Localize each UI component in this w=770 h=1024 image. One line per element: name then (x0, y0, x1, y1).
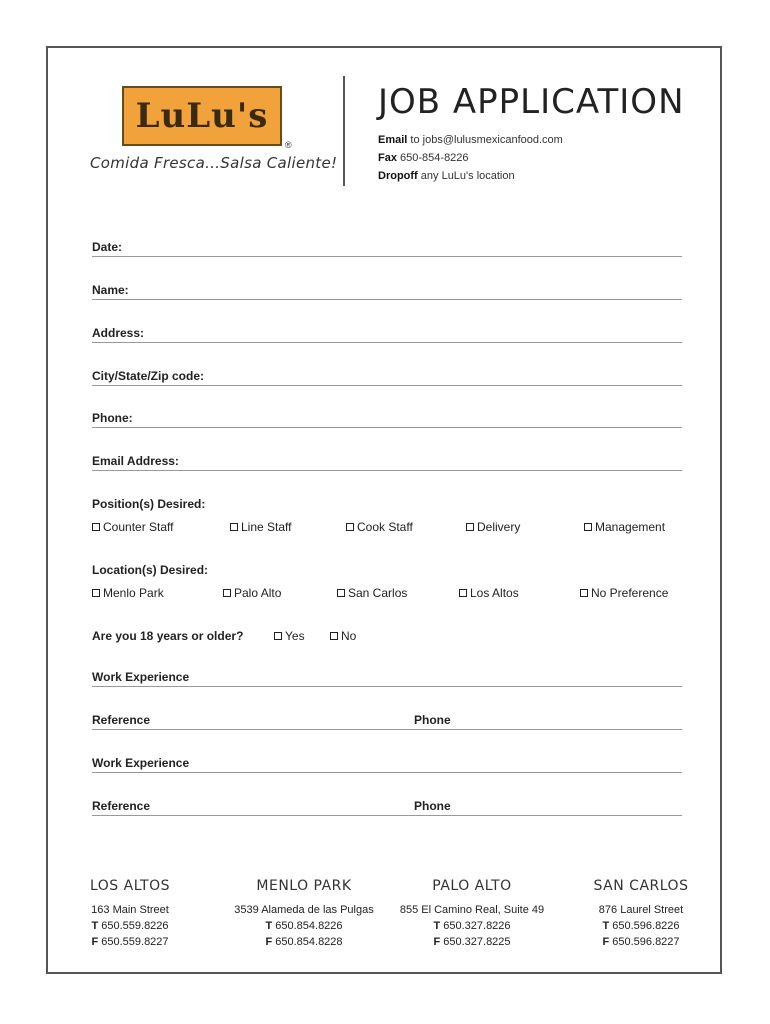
application-sheet (46, 46, 722, 974)
phone-prefix: T (602, 920, 610, 932)
store-name-san-carlos: SAN CARLOS (593, 878, 689, 894)
checkbox-icon (223, 589, 231, 597)
work-experience-field-2[interactable] (92, 756, 682, 773)
reference-phone-label: Phone (414, 713, 451, 727)
fax-number: 650.327.8225 (443, 936, 511, 948)
fax-prefix: F (91, 936, 99, 948)
address-field[interactable] (92, 326, 682, 343)
locations-label: Location(s) Desired: (92, 563, 209, 577)
phone-field[interactable] (92, 411, 682, 428)
option-label: Management (595, 520, 666, 534)
age-question: Are you 18 years or older? (92, 629, 244, 643)
email-label: Email (378, 134, 408, 146)
phone-number: 650.559.8226 (101, 920, 169, 932)
checkbox-icon (346, 523, 354, 531)
registered-mark: ® (285, 140, 292, 150)
fax-prefix: F (433, 936, 441, 948)
contact-email (378, 134, 563, 146)
contact-dropoff (378, 170, 515, 182)
store-fax (392, 936, 552, 948)
option-label: Counter Staff (103, 520, 174, 534)
checkbox-san-carlos[interactable] (337, 586, 407, 600)
contact-fax (378, 152, 469, 164)
store-phone (586, 920, 696, 932)
checkbox-icon (274, 632, 282, 640)
store-name-menlo-park: MENLO PARK (256, 878, 352, 894)
phone-prefix: T (91, 920, 99, 932)
checkbox-yes[interactable] (274, 629, 305, 643)
store-phone (392, 920, 552, 932)
fax-label: Fax (378, 152, 397, 164)
checkbox-icon (580, 589, 588, 597)
name-field[interactable] (92, 283, 682, 300)
store-address: 163 Main Street (91, 904, 169, 916)
fax-prefix: F (265, 936, 273, 948)
checkbox-icon (92, 589, 100, 597)
work-experience-field-1[interactable] (92, 670, 682, 687)
checkbox-palo-alto[interactable] (223, 586, 281, 600)
date-label: Date: (92, 240, 123, 254)
fax-number: 650.596.8227 (612, 936, 680, 948)
email-text: to jobs@lulusmexicanfood.com (410, 134, 563, 146)
checkbox-icon (330, 632, 338, 640)
store-address: 3539 Alameda de las Pulgas (234, 904, 374, 916)
positions-label: Position(s) Desired: (92, 497, 206, 511)
city-state-zip-label: City/State/Zip code: (92, 369, 205, 383)
store-phone (224, 920, 384, 932)
checkbox-icon (92, 523, 100, 531)
store-phone (80, 920, 180, 932)
logo-text: LuLu's (135, 96, 269, 136)
checkbox-counter-staff[interactable] (92, 520, 174, 534)
fax-prefix: F (602, 936, 610, 948)
phone-number: 650.854.8226 (275, 920, 343, 932)
store-address: 876 Laurel Street (598, 904, 684, 916)
option-label: Yes (285, 629, 305, 643)
phone-label: Phone: (92, 411, 133, 425)
checkbox-no[interactable] (330, 629, 356, 643)
fax-number: 650.854.8228 (275, 936, 343, 948)
store-fax (224, 936, 384, 948)
phone-prefix: T (433, 920, 441, 932)
checkbox-cook-staff[interactable] (346, 520, 413, 534)
option-label: Palo Alto (234, 586, 282, 600)
phone-number: 650.327.8226 (443, 920, 511, 932)
reference-row-1[interactable] (92, 713, 682, 730)
store-name-palo-alto: PALO ALTO (432, 878, 512, 894)
tagline: Comida Fresca...Salsa Caliente! (90, 154, 338, 172)
option-label: No (341, 629, 357, 643)
checkbox-icon (466, 523, 474, 531)
phone-number: 650.596.8226 (612, 920, 680, 932)
reference-label: Reference (92, 799, 151, 813)
work-experience-label: Work Experience (92, 670, 190, 684)
option-label: Menlo Park (103, 586, 164, 600)
fax-number: 650.559.8227 (101, 936, 169, 948)
option-label: No Preference (591, 586, 669, 600)
option-label: Delivery (477, 520, 521, 534)
work-experience-label: Work Experience (92, 756, 190, 770)
store-fax (80, 936, 180, 948)
checkbox-icon (230, 523, 238, 531)
phone-prefix: T (265, 920, 273, 932)
checkbox-no-preference[interactable] (580, 586, 668, 600)
option-label: Line Staff (241, 520, 292, 534)
email-address-label: Email Address: (92, 454, 179, 468)
page-title: JOB APPLICATION (378, 82, 685, 122)
store-name-los-altos: LOS ALTOS (89, 878, 171, 894)
option-label: San Carlos (348, 586, 408, 600)
email-address-field[interactable] (92, 454, 682, 471)
dropoff-label: Dropoff (378, 170, 418, 182)
fax-text: 650-854-8226 (400, 152, 469, 164)
reference-phone-label: Phone (414, 799, 451, 813)
checkbox-management[interactable] (584, 520, 665, 534)
reference-label: Reference (92, 713, 151, 727)
address-label: Address: (92, 326, 145, 340)
dropoff-text: any LuLu's location (420, 170, 515, 182)
store-fax (586, 936, 696, 948)
checkbox-menlo-park[interactable] (92, 586, 164, 600)
reference-row-2[interactable] (92, 799, 682, 816)
store-address: 855 El Camino Real, Suite 49 (399, 904, 545, 916)
checkbox-icon (337, 589, 345, 597)
checkbox-delivery[interactable] (466, 520, 520, 534)
city-state-zip-field[interactable] (92, 369, 682, 386)
checkbox-los-altos[interactable] (459, 586, 519, 600)
lulus-logo (122, 86, 282, 146)
checkbox-icon (459, 589, 467, 597)
date-field[interactable] (92, 240, 682, 257)
name-label: Name: (92, 283, 129, 297)
checkbox-icon (584, 523, 592, 531)
header-divider (343, 76, 345, 186)
checkbox-line-staff[interactable] (230, 520, 291, 534)
option-label: Cook Staff (357, 520, 413, 534)
option-label: Los Altos (470, 586, 519, 600)
